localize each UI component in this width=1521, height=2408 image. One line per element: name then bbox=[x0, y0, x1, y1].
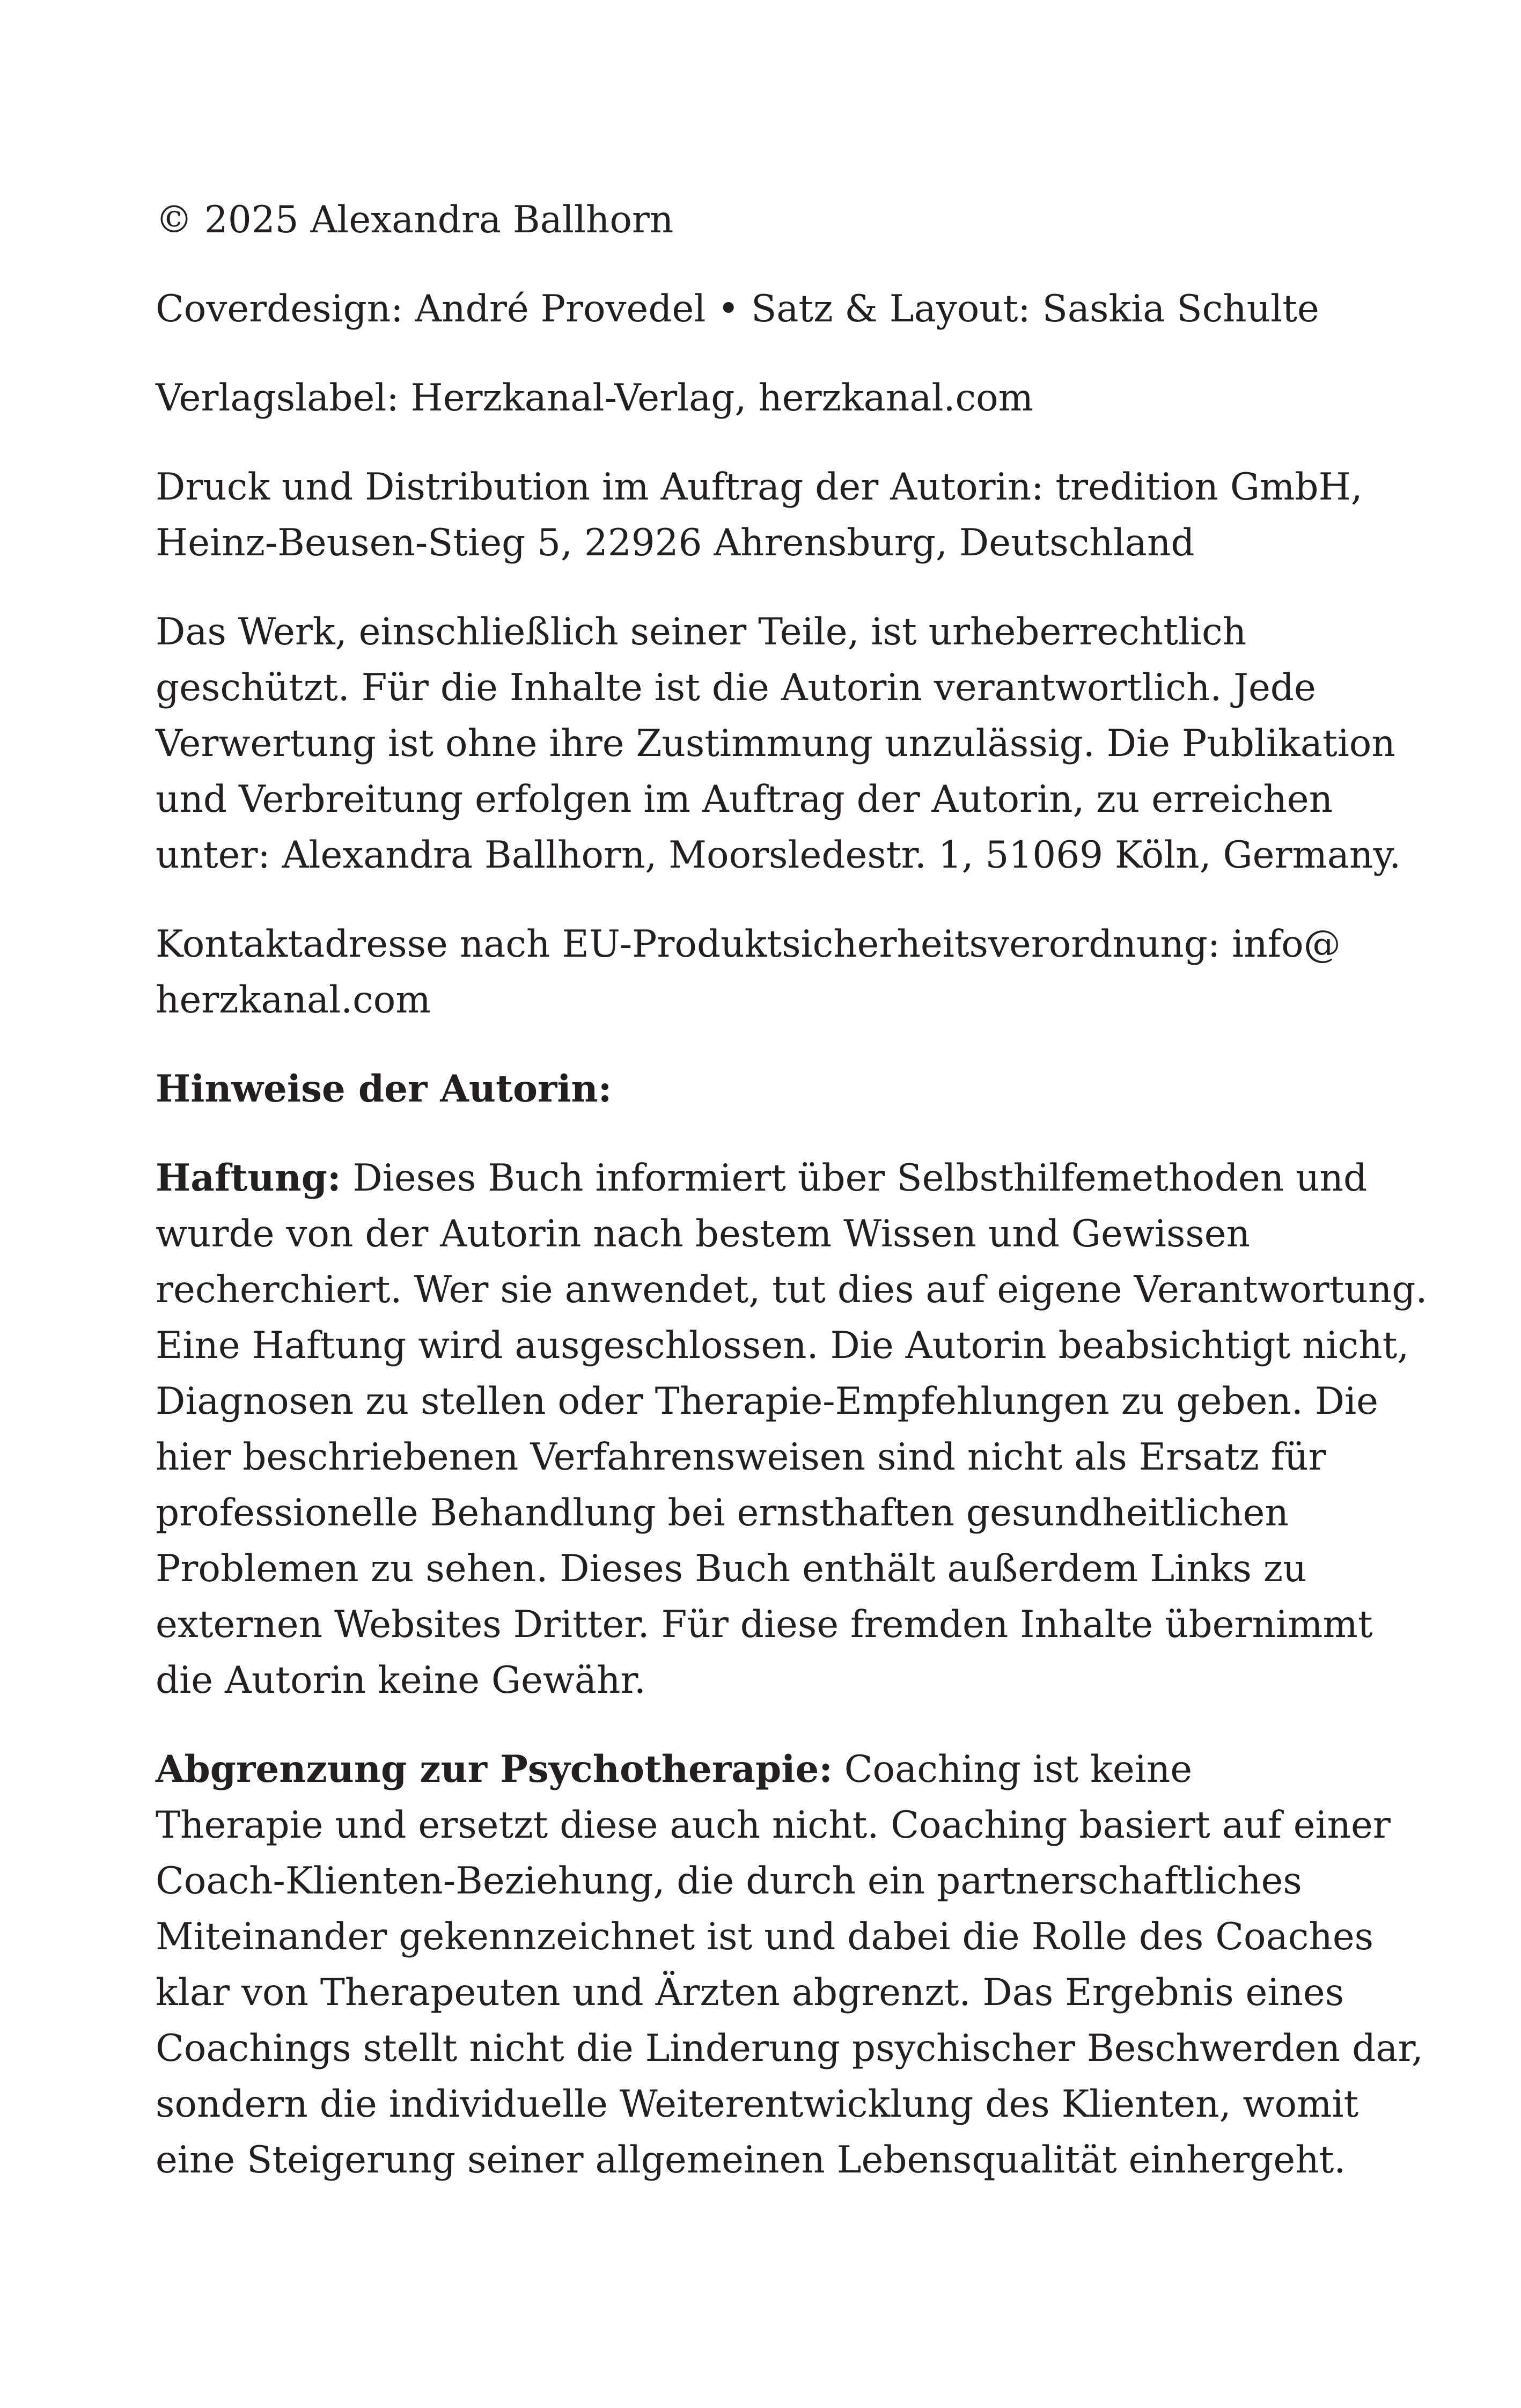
liability-line: Eine Haftung wird ausgeschlossen. Die Autorin beabsichtigt nicht, bbox=[156, 1324, 1409, 1367]
contact-line: Kontaktadresse nach EU-Produktsicherheitsverordnung: info@ bbox=[156, 923, 1341, 966]
rights-line: geschützt. Für die Inhalte ist die Autorin verantwortlich. Jede bbox=[156, 666, 1316, 709]
liability-line: recherchiert. Wer sie anwendet, tut dies auf eigene Verantwortung. bbox=[156, 1268, 1428, 1311]
imprint-page bbox=[156, 192, 1428, 2221]
psychotherapy-line: Therapie und ersetzt diese auch nicht. Coaching basiert auf einer bbox=[156, 1804, 1391, 1847]
psychotherapy-line: Coach-Klienten-Beziehung, die durch ein partnerschaftliches bbox=[156, 1860, 1302, 1903]
credits-line bbox=[156, 281, 1319, 337]
rights-paragraph bbox=[156, 604, 1401, 883]
author-notes-heading bbox=[156, 1061, 1266, 1117]
psychotherapy-label: Abgrenzung zur Psychotherapie: bbox=[156, 1748, 833, 1791]
print-distribution-paragraph bbox=[156, 459, 1363, 571]
author-notes-heading-text: Hinweise der Autorin: bbox=[156, 1067, 612, 1111]
liability-line: professionelle Behandlung bei ernsthaften gesundheitlichen bbox=[156, 1492, 1289, 1535]
copyright-line bbox=[156, 192, 1266, 248]
print-line: Heinz-Beusen-Stieg 5, 22926 Ahrensburg, Deutschland bbox=[156, 522, 1195, 564]
print-line: Druck und Distribution im Auftrag der Autorin: tredition GmbH, bbox=[156, 466, 1363, 509]
publisher-label-text: Verlagslabel: Herzkanal-Verlag, herzkanal.com bbox=[156, 377, 1034, 420]
rights-line: Verwertung ist ohne ihre Zustimmung unzulässig. Die Publikation bbox=[156, 722, 1395, 765]
liability-line: externen Websites Dritter. Für diese fremden Inhalte übernimmt bbox=[156, 1603, 1373, 1646]
liability-first-line bbox=[156, 1150, 1368, 1206]
psychotherapy-line: Coachings stellt nicht die Linderung psychischer Beschwerden dar, bbox=[156, 2027, 1423, 2070]
copyright-text: © 2025 Alexandra Ballhorn bbox=[156, 199, 674, 241]
publisher-label-line bbox=[156, 370, 1266, 426]
psychotherapy-line: eine Steigerung seiner allgemeinen Lebensqualität einhergeht. bbox=[156, 2139, 1346, 2182]
psychotherapy-line: klar von Therapeuten und Ärzten abgrenzt. Das Ergebnis eines bbox=[156, 1971, 1344, 2014]
psychotherapy-line: sondern die individuelle Weiterentwicklung des Klienten, womit bbox=[156, 2083, 1359, 2126]
rights-line: und Verbreitung erfolgen im Auftrag der Autorin, zu erreichen bbox=[156, 778, 1333, 821]
liability-first-line-text: Dieses Buch informiert über Selbsthilfemethoden und bbox=[341, 1157, 1368, 1200]
credits-text: Coverdesign: André Provedel • Satz & Layout: Saskia Schulte bbox=[156, 288, 1319, 331]
psychotherapy-first-line-text: Coaching ist keine bbox=[832, 1748, 1193, 1791]
liability-paragraph bbox=[156, 1150, 1428, 1708]
liability-line: die Autorin keine Gewähr. bbox=[156, 1659, 646, 1702]
liability-line: wurde von der Autorin nach bestem Wissen und Gewissen bbox=[156, 1213, 1251, 1256]
liability-line: hier beschriebenen Verfahrensweisen sind nicht als Ersatz für bbox=[156, 1436, 1326, 1479]
liability-label: Haftung: bbox=[156, 1156, 341, 1200]
liability-line: Diagnosen zu stellen oder Therapie-Empfehlungen zu geben. Die bbox=[156, 1380, 1378, 1423]
psychotherapy-first-line bbox=[156, 1742, 1266, 1797]
rights-line: Das Werk, einschließlich seiner Teile, ist urheberrechtlich bbox=[156, 611, 1247, 654]
psychotherapy-paragraph bbox=[156, 1742, 1423, 2188]
contact-line: herzkanal.com bbox=[156, 979, 431, 1022]
liability-line: Problemen zu sehen. Dieses Buch enthält außerdem Links zu bbox=[156, 1547, 1307, 1590]
psychotherapy-line: Miteinander gekennzeichnet ist und dabei die Rolle des Coaches bbox=[156, 1915, 1374, 1958]
rights-line: unter: Alexandra Ballhorn, Moorsledestr. 1, 51069 Köln, Germany. bbox=[156, 834, 1401, 877]
contact-paragraph bbox=[156, 916, 1341, 1028]
